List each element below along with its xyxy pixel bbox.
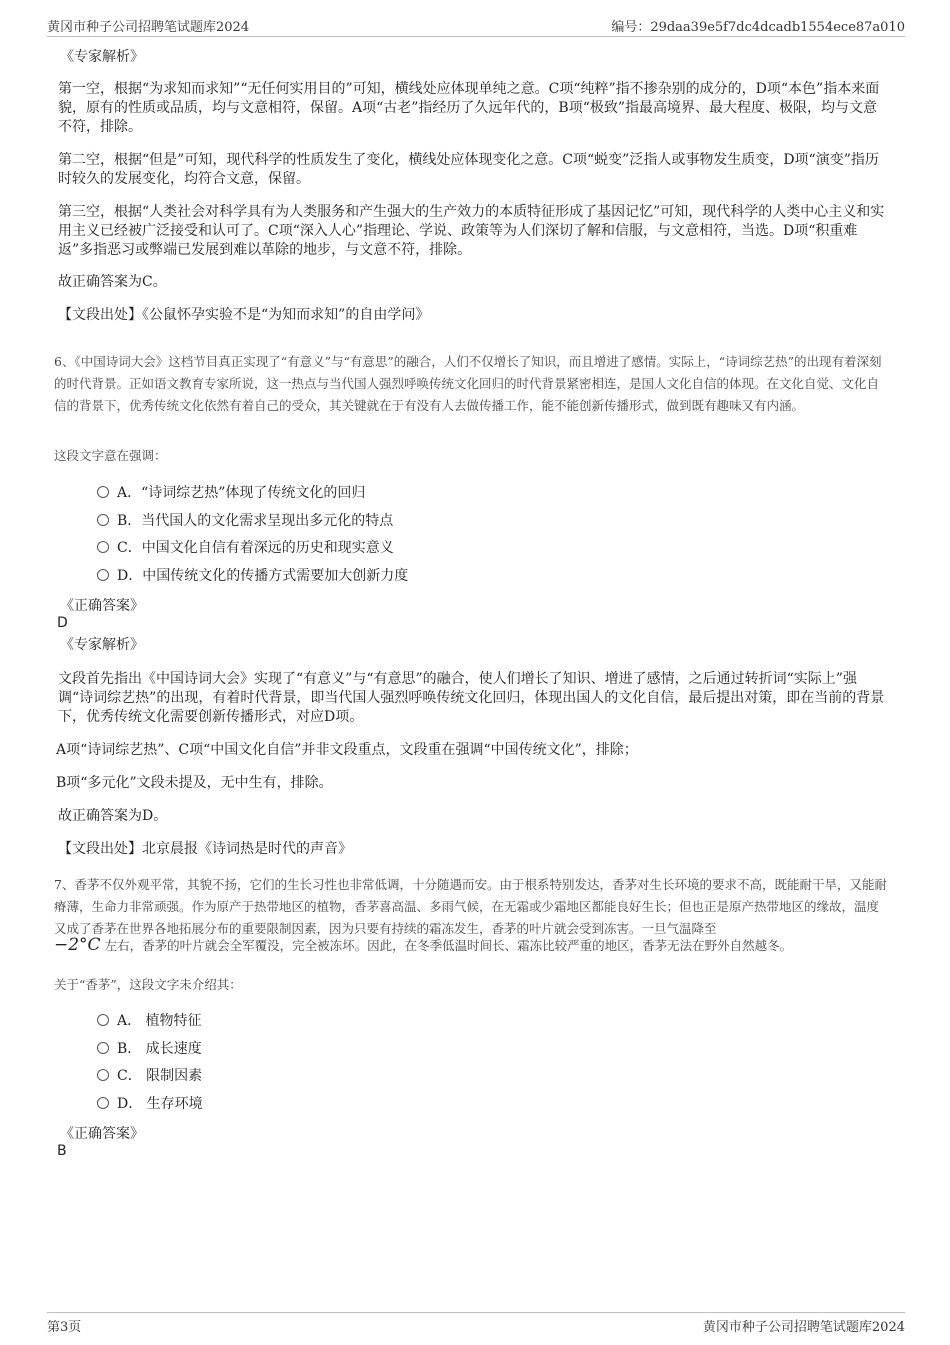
header-serial-number: 编号：29daa39e5f7dc4dcadb1554ece87a010: [611, 20, 905, 35]
q7-answer: B: [57, 1143, 67, 1159]
radio-button-icon[interactable]: [97, 569, 109, 581]
q7-option-d-label: D． 生存环境: [117, 1096, 203, 1112]
q6-stem: 6、《中国诗词大会》这档节目真正实现了“有意义”与“有意思”的融合，人们不仅增长了知识，而且增进了感情。实际上，“诗词综艺热”的出现有着深刻的时代背景。正如语文教育专家所说，这一热点与当代国人强烈呼唤传统文化回归的时代背景紧密相连，是国人文化自信的体现。在文化自觉、文化自信的背景下，优秀传统文化依然有着自己的受众，其关键就在于有没有人去做传播工作，能不能创新传播形式，做到既有趣味又有内涵。: [54, 354, 882, 413]
q6-option-b[interactable]: [97, 512, 393, 530]
page-number: 第3页: [47, 1320, 82, 1335]
q7-option-a-label: A． 植物特征: [117, 1013, 202, 1029]
q7-option-c[interactable]: [97, 1067, 202, 1085]
q7-answer-label: 《正确答案》: [60, 1126, 144, 1142]
q7-option-d[interactable]: [97, 1095, 203, 1113]
q5-analysis-para1: 第一空，根据“为求知而求知”“无任何实用目的”可知，横线处应体现单纯之意。C项“纯粹”指不掺杂别的成分的，D项“本色”指本来面貌，原有的性质或品质，均与文意相符，保留。A项“古老”指经历了久远年代的，B项“极致”指最高境界、最大程度、极限，均与文意不符，排除。: [58, 81, 880, 135]
q7-stem-part2: 左右，香茅的叶片就会全军覆没，完全被冻坏。因此，在冬季低温时间长、霜冻比较严重的地区，香茅无法在野外自然越冬。: [104, 938, 793, 953]
q7-stem-line-with-temperature: [54, 934, 894, 957]
radio-button-icon[interactable]: [97, 1097, 109, 1109]
q6-option-a-label: A．“诗词综艺热”体现了传统文化的回归: [117, 485, 366, 501]
q7-temperature-formula: −2°C: [54, 935, 101, 955]
q6-answer-label: 《正确答案》: [60, 598, 144, 614]
q5-conclusion: 故正确答案为C。: [58, 274, 167, 290]
q5-expert-label: 《专家解析》: [60, 49, 144, 65]
radio-button-icon[interactable]: [97, 1042, 109, 1054]
q6-option-c-label: C．中国文化自信有着深远的历史和现实意义: [117, 540, 394, 556]
q7-option-b-label: B． 成长速度: [117, 1041, 202, 1057]
q6-expert-label: 《专家解析》: [60, 637, 144, 653]
q6-option-d[interactable]: [97, 567, 408, 585]
radio-button-icon[interactable]: [97, 541, 109, 553]
q7-option-b[interactable]: [97, 1040, 202, 1058]
q7-option-a[interactable]: [97, 1012, 202, 1030]
q6-option-b-label: B．当代国人的文化需求呈现出多元化的特点: [117, 513, 394, 529]
q5-source: 【文段出处】《公鼠怀孕实验不是“为知而求知”的自由学问》: [58, 307, 430, 323]
q5-analysis-para3: 第三空，根据“人类社会对科学具有为人类服务和产生强大的生产效力的本质特征形成了基因记忆”可知，现代科学的人类中心主义和实用主义已经被广泛接受和认可了。C项“深入人心”指理论、学说、政策等为人们深切了解和信服，与文意相符，当选。D项“积重难返”多指恶习或弊端已发展到难以革除的地步，与文意不符，排除。: [58, 204, 885, 258]
q7-option-c-label: C． 限制因素: [117, 1068, 203, 1084]
q6-analysis-para1: 文段首先指出《中国诗词大会》实现了“有意义”与“有意思”的融合，使人们增长了知识、增进了感情，之后通过转折词“实际上”强调“诗词综艺热”的出现，有着时代背景，即当代国人强烈呼唤传统文化回归，体现出国人的文化自信，最后提出对策，即在当前的背景下，优秀传统文化需要创新传播形式，对应D项。: [58, 671, 885, 725]
q6-option-c[interactable]: [97, 539, 394, 557]
radio-button-icon[interactable]: [97, 1014, 109, 1026]
q7-question: 关于“香茅”，这段文字未介绍其：: [54, 977, 242, 992]
header-title: 黄冈市种子公司招聘笔试题库2024: [47, 20, 250, 35]
q6-answer: D: [57, 615, 68, 631]
page-header: [47, 14, 905, 37]
footer-title: 黄冈市种子公司招聘笔试题库2024: [702, 1320, 905, 1335]
q6-source: 【文段出处】北京晨报《诗词热是时代的声音》: [58, 841, 352, 857]
q6-analysis-para3: B项“多元化”文段未提及，无中生有，排除。: [56, 775, 333, 791]
radio-button-icon[interactable]: [97, 486, 109, 498]
q7-stem-part1: 7、香茅不仅外观平常，其貌不扬，它们的生长习性也非常低调，十分随遇而安。由于根系特别发达，香茅对生长环境的要求不高，既能耐干旱，又能耐瘠薄，生命力非常顽强。作为原产于热带地区的植物，香茅喜高温、多雨气候，在无霜或少霜地区都能良好生长；但也正是原产热带地区的缘故，温度又成了香茅在世界各地拓展分布的重要限制因素，因为只要有持续的霜冻发生，香茅的叶片就会受到冻害。一旦气温降至: [54, 877, 887, 936]
radio-button-icon[interactable]: [97, 514, 109, 526]
q6-option-d-label: D．中国传统文化的传播方式需要加大创新力度: [117, 568, 409, 584]
q6-option-a[interactable]: [97, 484, 365, 502]
q6-analysis-para2: A项“诗词综艺热”、C项“中国文化自信”并非文段重点，文段重在强调“中国传统文化”，排除；: [56, 742, 638, 758]
radio-button-icon[interactable]: [97, 1069, 109, 1081]
q6-conclusion: 故正确答案为D。: [58, 808, 168, 824]
q6-question: 这段文字意在强调：: [54, 448, 167, 463]
q5-analysis-para2: 第二空，根据“但是”可知，现代科学的性质发生了变化，横线处应体现变化之意。C项“蜕变”泛指人或事物发生质变，D项“演变”指历时较久的发展变化，均符合文意，保留。: [58, 152, 879, 187]
page-footer: [47, 1312, 905, 1335]
